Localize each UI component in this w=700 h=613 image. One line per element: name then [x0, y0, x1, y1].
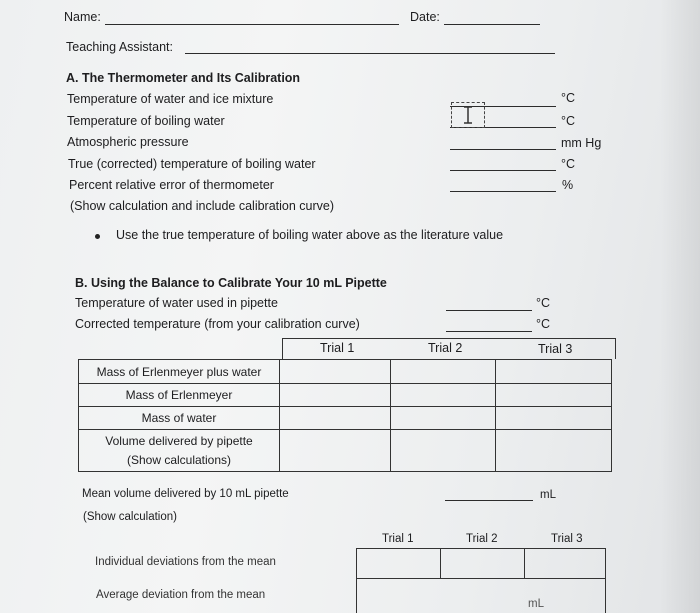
table-cell[interactable] [280, 407, 391, 430]
table-cell[interactable] [280, 360, 391, 384]
deviation-table [356, 548, 606, 613]
table-row-label-line: Volume delivered by pipette [105, 433, 253, 448]
table-row-label: Mass of Erlenmeyer [79, 384, 280, 407]
table-cell[interactable] [525, 549, 606, 579]
avg-label: Average deviation from the mean [96, 589, 266, 601]
table-cell[interactable] [496, 430, 612, 472]
unit-label: % [562, 178, 574, 192]
table-row-label: Mass of Erlenmeyer plus water [79, 360, 280, 384]
table-row-label: Mass of water [79, 407, 280, 430]
ta-field[interactable] [185, 53, 555, 54]
answer-field[interactable] [450, 191, 556, 192]
unit-label: °C [536, 296, 551, 310]
table-cell[interactable] [357, 579, 606, 613]
table-cell[interactable] [496, 384, 612, 407]
text-cursor-box [451, 102, 485, 128]
section-a-title: A. The Thermometer and Its Calibration [66, 71, 301, 85]
table-cell[interactable] [496, 360, 612, 384]
row-label: Temperature of boiling water [67, 114, 225, 128]
answer-field[interactable] [446, 310, 532, 311]
text-cursor-icon [452, 103, 484, 127]
answer-field[interactable] [445, 500, 533, 501]
row-label: Temperature of water and ice mixture [67, 92, 274, 106]
table-header: Trial 3 [551, 533, 583, 545]
table-cell[interactable] [391, 407, 496, 430]
ta-label: Teaching Assistant: [66, 40, 174, 54]
unit-label: °C [561, 157, 576, 171]
table-cell[interactable] [357, 549, 441, 579]
unit-label: °C [536, 317, 551, 331]
table-cell[interactable] [441, 549, 525, 579]
table-row-label [79, 430, 280, 472]
date-label: Date: [410, 10, 440, 24]
note-text: (Show calculation and include calibration curve) [70, 199, 335, 213]
unit-label: mm Hg [561, 136, 602, 150]
page-edge-shadow [660, 0, 700, 613]
bullet-icon [95, 234, 100, 239]
dev-label: Individual deviations from the mean [95, 556, 276, 568]
row-label: Percent relative error of thermometer [69, 178, 274, 192]
table-header: Trial 2 [466, 533, 498, 545]
name-field[interactable] [105, 24, 399, 25]
header-frame [282, 338, 616, 359]
unit-label: mL [528, 598, 544, 610]
answer-field[interactable] [446, 331, 532, 332]
table-header: Trial 2 [428, 341, 463, 355]
unit-label: mL [540, 489, 556, 501]
mean-note: (Show calculation) [83, 511, 177, 523]
answer-field[interactable] [450, 170, 556, 171]
answer-field[interactable] [450, 149, 556, 150]
row-label: Atmospheric pressure [67, 135, 189, 149]
table-cell[interactable] [391, 384, 496, 407]
calibration-table [78, 359, 612, 472]
table-header: Trial 1 [382, 533, 414, 545]
section-b-title: B. Using the Balance to Calibrate Your 10 mL Pipette [75, 276, 387, 290]
bullet-text: Use the true temperature of boiling water above as the literature value [116, 228, 504, 242]
table-header: Trial 3 [538, 342, 573, 356]
date-field[interactable] [444, 24, 540, 25]
table-cell[interactable] [496, 407, 612, 430]
mean-label: Mean volume delivered by 10 mL pipette [82, 488, 289, 500]
table-header: Trial 1 [320, 341, 355, 355]
table-cell[interactable] [391, 360, 496, 384]
table-row-label-line: (Show calculations) [126, 452, 232, 467]
row-label: Temperature of water used in pipette [75, 296, 278, 310]
table-cell[interactable] [391, 430, 496, 472]
table-cell[interactable] [280, 430, 391, 472]
unit-label: °C [561, 114, 576, 128]
table-cell[interactable] [280, 384, 391, 407]
name-label: Name: [64, 10, 101, 24]
unit-label: °C [561, 91, 576, 105]
row-label: Corrected temperature (from your calibration curve) [75, 317, 360, 331]
row-label: True (corrected) temperature of boiling water [68, 157, 316, 171]
